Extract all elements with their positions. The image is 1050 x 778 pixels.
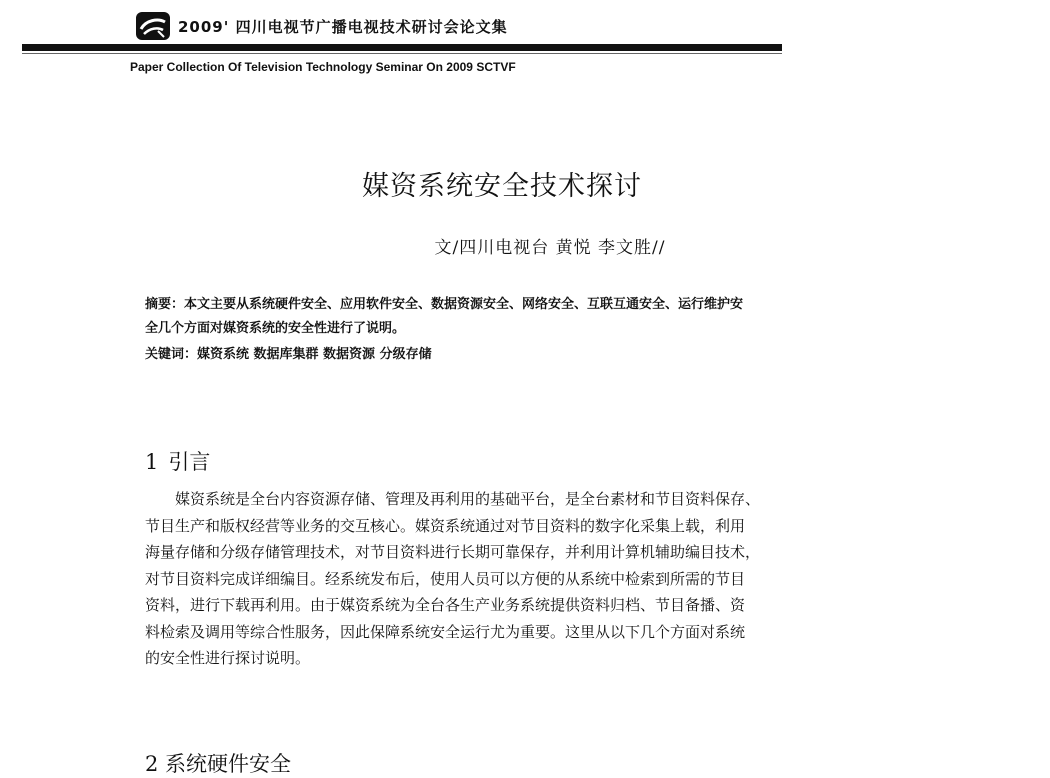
next-section-heading: 2 系统硬件安全 [145, 752, 292, 776]
body-line: 资料，进行下载再利用。由于媒资系统为全台各生产业务系统提供资料归档、节目备播、资 [145, 596, 746, 614]
body-line: 媒资系统是全台内容资源存储、管理及再利用的基础平台，是全台素材和节目资料保存、 [145, 490, 761, 508]
body-line: 对节目资料完成详细编目。经系统发布后，使用人员可以方便的从系统中检索到所需的节目 [145, 569, 746, 588]
header-rule [22, 44, 782, 51]
section-body [145, 486, 857, 672]
section-title: 引言 [168, 450, 211, 474]
paper-title: 媒资系统安全技术探讨 [362, 171, 642, 202]
body-line: 海量存储和分级存储管理技术，对节目资料进行长期可靠保存，并利用计算机辅助编目技术， [145, 543, 761, 561]
conference-logo-icon [136, 12, 170, 40]
conference-title: 2009' 四川电视节广播电视技术研讨会论文集 [178, 18, 508, 36]
conference-subtitle: Paper Collection Of Television Technology Seminar On 2009 SCTVF [130, 60, 516, 74]
paper-byline: 文/四川电视台 黄悦 李文胜// [434, 238, 666, 258]
section-heading [145, 446, 210, 476]
body-line: 的安全性进行探讨说明。 [145, 649, 311, 667]
section-number: 1 [145, 450, 159, 474]
keywords: 关键词：媒资系统 数据库集群 数据资源 分级存储 [145, 347, 432, 362]
body-line: 节目生产和版权经营等业务的交互核心。媒资系统通过对节目资料的数字化采集上载，利用 [145, 516, 746, 535]
body-line: 料检索及调用等综合性服务，因此保障系统安全运行尤为重要。这里从以下几个方面对系统 [145, 622, 746, 641]
abstract-line: 全几个方面对媒资系统的安全性进行了说明。 [145, 321, 406, 336]
abstract-line: 摘要：本文主要从系统硬件安全、应用软件安全、数据资源安全、网络安全、互联互通安全、运行维护安 [145, 297, 744, 312]
header-rule-thin [22, 53, 782, 54]
abstract [145, 293, 855, 341]
